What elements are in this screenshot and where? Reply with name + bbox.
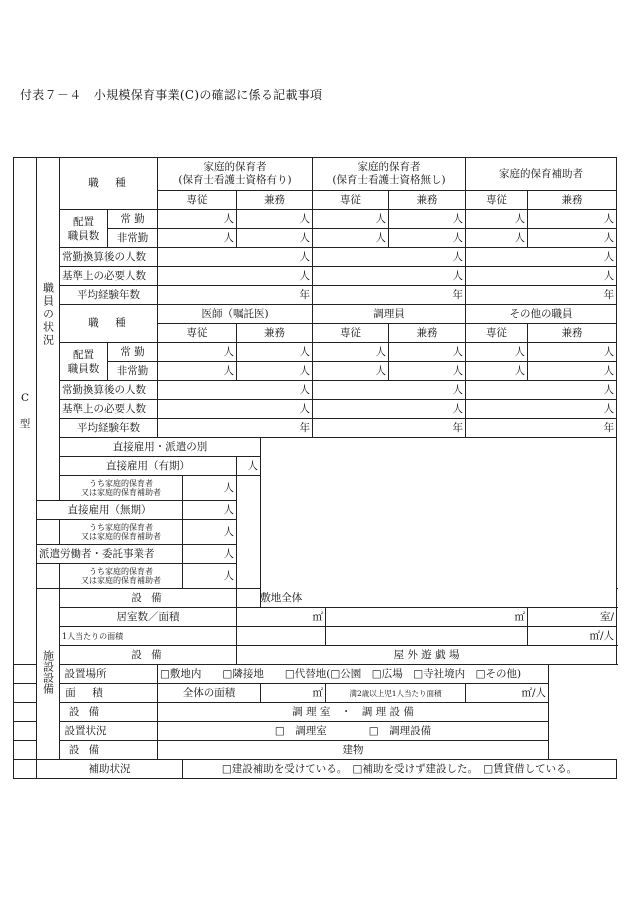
equipment-label: 設 備 (14, 741, 158, 760)
exclusive-header: 専従 (158, 324, 237, 343)
years-cell[interactable]: 年 (313, 286, 466, 305)
count-cell[interactable]: 人 (313, 362, 389, 381)
blank-area (261, 438, 617, 608)
count-cell[interactable]: 人 (237, 229, 313, 248)
install-status-label: 設置状況 (14, 722, 158, 741)
employment-dispatch-label: 派遣労働者・委託事業者 (37, 545, 183, 564)
required-label: 基準上の必要人数 (60, 267, 158, 286)
count-cell[interactable]: 人 (528, 362, 617, 381)
converted-label: 常勤換算後の人数 (60, 381, 158, 400)
site-all-header: 敷地全体 (237, 589, 326, 608)
exclusive-header: 専従 (158, 191, 237, 210)
kitchen-header: 調 理 室 ・ 調 理 設 備 (158, 703, 549, 722)
facility-section-label: 施設設備 (37, 589, 60, 760)
count-cell[interactable]: 人 (237, 362, 313, 381)
confirmation-form-table (13, 157, 617, 779)
group-header-cook: 調理員 (313, 305, 466, 324)
building2-header: 建物 (158, 741, 549, 760)
count-cell[interactable]: 人 (158, 248, 313, 267)
assigned-label: 配置 職員数 (60, 210, 108, 248)
count-cell[interactable]: 人 (466, 343, 528, 362)
occupation-header: 職 種 (60, 158, 158, 210)
concurrent-header: 兼務 (528, 324, 617, 343)
area-per-label: 1人当たりの面積 (60, 627, 237, 646)
area-cell[interactable]: ㎡ (237, 608, 326, 627)
group-header-3: 家庭的保育補助者 (466, 158, 617, 191)
area-cell[interactable]: ㎡ (326, 608, 528, 627)
fulltime-label: 常 勤 (108, 343, 158, 362)
area-label: 面 積 (14, 684, 158, 703)
count-cell[interactable]: 人 (158, 343, 237, 362)
years-cell[interactable]: 年 (466, 286, 617, 305)
years-cell[interactable]: 年 (313, 419, 466, 438)
count-cell[interactable]: 人 (158, 267, 313, 286)
area-2plus-label: 満2歳以上児1人当たり面積 (326, 684, 466, 703)
room-count-cell[interactable]: 室/ (528, 608, 617, 627)
equipment-label: 設 備 (60, 646, 237, 665)
subsidy-options[interactable]: □建設補助を受けている。 □補助を受けず建設した。 □賃貸借している。 (183, 760, 617, 779)
required-label: 基準上の必要人数 (60, 400, 158, 419)
exclusive-header: 専従 (466, 324, 528, 343)
group-header-2: 家庭的保育者 (保育士看護士資格無し) (313, 158, 466, 191)
occupation-header: 職 種 (60, 305, 158, 343)
assigned-label: 配置 職員数 (60, 343, 108, 381)
concurrent-header: 兼務 (237, 191, 313, 210)
concurrent-header: 兼務 (389, 324, 466, 343)
count-cell[interactable]: 人 (389, 229, 466, 248)
count-cell[interactable]: 人 (183, 501, 237, 520)
count-cell[interactable]: 人 (466, 248, 617, 267)
employment-fixed-label: 直接雇用（有期） (60, 457, 237, 476)
concurrent-header: 兼務 (528, 191, 617, 210)
avg-years-label: 平均経験年数 (60, 286, 158, 305)
fulltime-label: 常 勤 (108, 210, 158, 229)
count-cell[interactable]: 人 (313, 343, 389, 362)
count-cell[interactable]: 人 (237, 457, 261, 476)
count-cell[interactable]: 人 (466, 362, 528, 381)
subsidy-label: 補助状況 (37, 760, 183, 779)
exclusive-header: 専従 (466, 191, 528, 210)
count-cell[interactable]: 人 (183, 476, 237, 501)
count-cell[interactable]: 人 (158, 400, 313, 419)
count-cell[interactable]: 人 (466, 229, 528, 248)
parttime-label: 非常勤 (108, 362, 158, 381)
count-cell[interactable]: 人 (183, 545, 237, 564)
employment-sub-label: うち家庭的保育者 又は家庭的保育補助者 (60, 564, 183, 589)
diag-cell (237, 627, 326, 646)
count-cell[interactable]: 人 (313, 381, 466, 400)
count-cell[interactable]: 人 (313, 248, 466, 267)
total-area-label: 全体の面積 (158, 684, 261, 703)
employment-header: 直接雇用・派遣の別 (60, 438, 261, 457)
count-cell[interactable]: 人 (158, 229, 237, 248)
count-cell[interactable]: 人 (158, 381, 313, 400)
exclusive-header: 専従 (313, 191, 389, 210)
equipment-label: 設 備 (14, 703, 158, 722)
group-header-doctor: 医師（嘱託医) (158, 305, 313, 324)
count-cell[interactable]: 人 (389, 210, 466, 229)
diag-cell (326, 627, 528, 646)
avg-years-label: 平均経験年数 (60, 419, 158, 438)
area-cell[interactable]: ㎡ (261, 684, 326, 703)
count-cell[interactable]: 人 (183, 564, 237, 589)
exclusive-header: 専従 (313, 324, 389, 343)
employment-sub-label: うち家庭的保育者 又は家庭的保育補助者 (60, 520, 183, 545)
count-cell[interactable]: 人 (313, 229, 389, 248)
count-cell[interactable]: 人 (466, 381, 617, 400)
concurrent-header: 兼務 (389, 191, 466, 210)
count-cell[interactable]: 人 (313, 210, 389, 229)
type-label: C 型 (14, 158, 37, 665)
kitchen-options[interactable]: □ 調理室 □ 調理設備 (158, 722, 549, 741)
parttime-label: 非常勤 (108, 229, 158, 248)
location-options[interactable]: □敷地内 □隣接地 □代替地(□公園 □広場 □寺社境内 □その他) (158, 665, 549, 684)
count-cell[interactable]: 人 (528, 210, 617, 229)
count-cell[interactable]: 人 (466, 210, 528, 229)
outdoor-header: 屋 外 遊 戯 場 (237, 646, 617, 665)
count-cell[interactable]: 人 (158, 362, 237, 381)
location-label: 設置場所 (14, 665, 158, 684)
area-per-cell[interactable]: ㎡/人 (528, 627, 617, 646)
converted-label: 常勤換算後の人数 (60, 248, 158, 267)
employment-unfixed-label: 直接雇用（無期） (37, 501, 183, 520)
count-cell[interactable]: 人 (158, 210, 237, 229)
document-title: 付表７－４ 小規模保育事業(C)の確認に係る記載事項 (20, 88, 323, 102)
equipment-label: 設 備 (60, 589, 237, 608)
area-per-cell[interactable]: ㎡/人 (466, 684, 549, 703)
count-cell[interactable]: 人 (528, 343, 617, 362)
count-cell[interactable]: 人 (313, 267, 466, 286)
employment-sub-label: うち家庭的保育者 又は家庭的保育補助者 (60, 476, 183, 501)
years-cell[interactable]: 年 (158, 286, 313, 305)
count-cell[interactable]: 人 (466, 267, 617, 286)
count-cell[interactable]: 人 (389, 343, 466, 362)
count-cell[interactable]: 人 (466, 400, 617, 419)
count-cell[interactable]: 人 (528, 229, 617, 248)
staff-section-label: 職員の状況 (37, 158, 60, 476)
years-cell[interactable]: 年 (466, 419, 617, 438)
years-cell[interactable]: 年 (158, 419, 313, 438)
rooms-area-label: 居室数／面積 (60, 608, 237, 627)
concurrent-header: 兼務 (237, 324, 313, 343)
group-header-1: 家庭的保育者 (保育士看護士資格有り) (158, 158, 313, 191)
count-cell[interactable]: 人 (237, 210, 313, 229)
group-header-other: その他の職員 (466, 305, 617, 324)
count-cell[interactable]: 人 (389, 362, 466, 381)
count-cell[interactable]: 人 (313, 400, 466, 419)
count-cell[interactable]: 人 (237, 343, 313, 362)
count-cell[interactable]: 人 (183, 520, 237, 545)
